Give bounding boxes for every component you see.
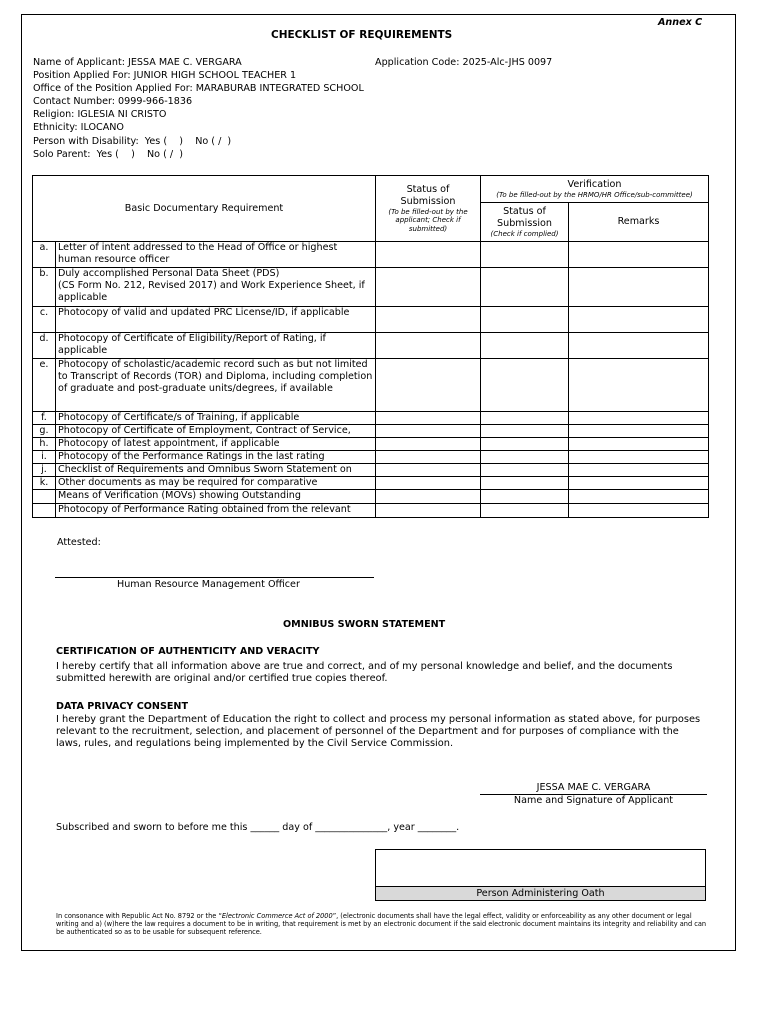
table-row [33,359,709,412]
remarks-cell[interactable] [569,451,709,464]
verification-check-cell[interactable] [481,268,569,307]
row-letter: b. [33,268,56,307]
verification-check-cell[interactable] [481,438,569,451]
status-check-cell[interactable] [376,242,481,268]
remarks-cell[interactable] [569,425,709,438]
table-row [33,477,709,490]
attested-label: Attested: [57,537,101,548]
row-letter: d. [33,333,56,359]
sworn-statement-line: Subscribed and sworn to before me this ______ day of _______________, year ________. [56,822,460,833]
remarks-cell[interactable] [569,242,709,268]
row-letter: k. [33,477,56,490]
page-title: CHECKLIST OF REQUIREMENTS [271,29,453,41]
table-row [33,242,709,268]
signatory-label: Name and Signature of Applicant [513,795,674,806]
table-row [33,268,709,307]
omnibus-title: OMNIBUS SWORN STATEMENT [283,619,446,630]
row-requirement: Photocopy of Certificate of Employment, Contract of Service, [58,425,351,436]
certification-heading: CERTIFICATION OF AUTHENTICITY AND VERACITY [56,646,320,657]
status-check-cell[interactable] [376,425,481,438]
remarks-cell[interactable] [569,333,709,359]
oath-signature-box[interactable] [375,849,706,901]
status-check-cell[interactable] [376,359,481,412]
status-check-cell[interactable] [376,464,481,477]
remarks-cell[interactable] [569,412,709,425]
row-letter: c. [33,307,56,333]
remarks-cell[interactable] [569,359,709,412]
solo-parent-status: Solo Parent: Yes ( ) No ( / ) [33,149,183,160]
status-check-cell[interactable] [376,438,481,451]
status-check-cell[interactable] [376,412,481,425]
status-check-cell[interactable] [376,333,481,359]
status-check-cell[interactable] [376,490,481,504]
footnote [56,912,708,937]
applicant-name: Name of Applicant: JESSA MAE C. VERGARA [33,57,242,68]
verification-check-cell[interactable] [481,425,569,438]
position-applied: Position Applied For: JUNIOR HIGH SCHOOL TEACHER 1 [33,70,297,81]
privacy-text: I hereby grant the Department of Education the right to collect and process my personal information as stated above, for purposes relevant to the recruitment, selection, and placement of personnel of the Department and for purposes of compliance with the laws, rules, and regulations being implemented by the Civil Service Commission. [56,714,701,750]
table-row [33,425,709,438]
privacy-heading: DATA PRIVACY CONSENT [56,701,188,712]
verification-check-cell[interactable] [481,504,569,518]
certification-text: I hereby certify that all information above are true and correct, and of my personal knowledge and belief, and the documents submitted herewith are original and/or certified true copies thereof. [56,661,673,685]
remarks-cell[interactable] [569,268,709,307]
verification-check-cell[interactable] [481,333,569,359]
row-requirement: Other documents as may be required for comparative [58,477,318,488]
remarks-cell[interactable] [569,490,709,504]
status-check-cell[interactable] [376,477,481,490]
table-row [33,504,709,518]
row-letter: j. [33,464,56,477]
row-requirement: Means of Verification (MOVs) showing Outstanding [58,490,301,501]
table-row [33,490,709,504]
application-code: Application Code: 2025-Alc-JHS 0097 [375,57,553,68]
footnote-text-cont: ”, (electronic documents shall have the legal effect, validity or enforceability as any other document or legal writing and a) (w)here the law requires a document to be in writing, that requirement is met by an electronic document if the said electronic document maintains its integrity and reliability and can be authenticated so as to be usable for subsequent reference. [56,912,707,937]
row-requirement: Photocopy of Certificate/s of Training, if applicable [58,412,300,423]
status-check-cell[interactable] [376,307,481,333]
row-requirement: Photocopy of Certificate of Eligibility/Report of Rating, if applicable [56,333,376,359]
requirements-table [32,175,709,518]
verification-check-cell[interactable] [481,242,569,268]
verification-check-cell[interactable] [481,464,569,477]
annex-label: Annex C [658,17,703,28]
verification-check-cell[interactable] [481,490,569,504]
pwd-status: Person with Disability: Yes ( ) No ( / ) [33,136,232,147]
row-letter: e. [33,359,56,412]
table-row [33,307,709,333]
hrmo-label: Human Resource Management Officer [117,579,300,590]
row-requirement: Photocopy of Performance Rating obtained from the relevant [58,504,351,515]
status-check-cell[interactable] [376,268,481,307]
row-requirement: Photocopy of valid and updated PRC License/ID, if applicable [56,307,376,333]
table-row [33,451,709,464]
row-letter [33,490,56,504]
row-letter: g. [33,425,56,438]
header-status: Status of Submission (To be filled-out by the applicant; Check if submitted) [376,176,481,242]
remarks-cell[interactable] [569,504,709,518]
verification-check-cell[interactable] [481,307,569,333]
row-requirement: Photocopy of latest appointment, if applicable [58,438,280,449]
header-remarks: Remarks [569,203,709,242]
remarks-cell[interactable] [569,307,709,333]
footnote-act-name: Electronic Commerce Act of 2000 [221,912,333,920]
row-requirement: Photocopy of scholastic/academic record such as but not limited to Transcript of Records (TOR) and Diploma, including completion of graduate and post-graduate units/degrees, if available [56,359,376,412]
footnote-text: In consonance with Republic Act No. 8792 or the “ [56,912,222,920]
remarks-cell[interactable] [569,438,709,451]
signatory-name: JESSA MAE C. VERGARA [536,782,651,793]
remarks-cell[interactable] [569,477,709,490]
table-row [33,412,709,425]
row-letter [33,504,56,518]
status-check-cell[interactable] [376,451,481,464]
row-requirement: Letter of intent addressed to the Head of Office or highest human resource officer [56,242,376,268]
row-requirement: Duly accomplished Personal Data Sheet (PDS) (CS Form No. 212, Revised 2017) and Work Experience Sheet, if applicable [56,268,376,307]
table-row [33,333,709,359]
row-letter: i. [33,451,56,464]
hrmo-signature-line [55,577,374,578]
header-requirement: Basic Documentary Requirement [33,176,376,242]
header-verification: Verification (To be filled-out by the HRMO/HR Office/sub-committee) [481,176,709,203]
row-letter: h. [33,438,56,451]
row-requirement: Checklist of Requirements and Omnibus Sworn Statement on [58,464,352,475]
office-applied: Office of the Position Applied For: MARABURAB INTEGRATED SCHOOL [33,83,364,94]
verification-check-cell[interactable] [481,477,569,490]
verification-check-cell[interactable] [481,359,569,412]
contact-number: Contact Number: 0999-966-1836 [33,96,193,107]
table-row [33,464,709,477]
row-letter: f. [33,412,56,425]
row-requirement: Photocopy of the Performance Ratings in the last rating [58,451,325,462]
row-letter: a. [33,242,56,268]
religion: Religion: IGLESIA NI CRISTO [33,109,167,120]
header-ver-status: Status of Submission (Check if complied) [481,203,569,242]
verification-check-cell[interactable] [481,451,569,464]
oath-label: Person Administering Oath [376,886,705,900]
table-row [33,438,709,451]
status-check-cell[interactable] [376,504,481,518]
remarks-cell[interactable] [569,464,709,477]
verification-check-cell[interactable] [481,412,569,425]
ethnicity: Ethnicity: ILOCANO [33,122,124,133]
